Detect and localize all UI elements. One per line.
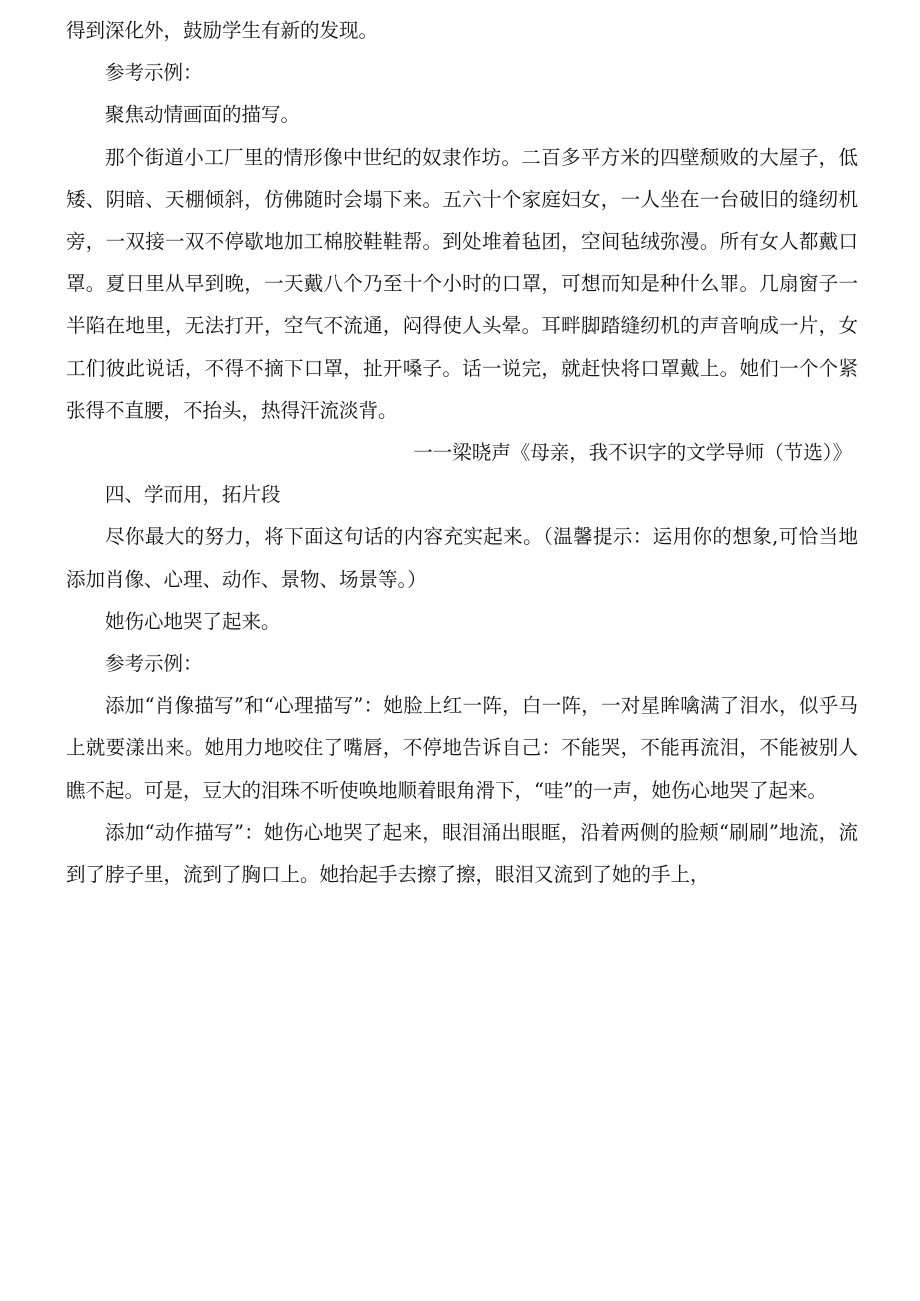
example-portrait-psychology: 添加“肖像描写”和“心理描写”：她脸上红一阵，白一阵，一对星眸噙满了泪水，似乎马上就要漾出来。她用力地咬住了嘴唇，不停地告诉自己：不能哭，不能再流泪，不能被别人瞧不起。可是，豆大的泪珠不听使唤地顺着眼角滑下，“哇”的一声，她伤心地哭了起来。 <box>66 694 858 802</box>
reference-example-label: 参考示例： <box>105 61 203 85</box>
focus-heading: 聚焦动情画面的描写。 <box>105 103 301 127</box>
excerpt-attribution: 一一梁晓声《母亲，我不识字的文学导师（节选）》 <box>413 441 852 465</box>
section-heading: 四、学而用，拓片段 <box>105 483 281 507</box>
task-instruction: 尽你最大的努力，将下面这句话的内容充实起来。（温馨提示：运用你的想象,可恰当地添加肖像、心理、动作、景物、场景等。） <box>66 525 858 591</box>
target-sentence: 她伤心地哭了起来。 <box>105 609 281 633</box>
paragraph-continuation: 得到深化外，鼓励学生有新的发现。 <box>66 19 379 42</box>
excerpt-paragraph: 那个街道小工厂里的情形像中世纪的奴隶作坊。二百多平方米的四壁颓败的大屋子，低矮、阴暗、天棚倾斜，仿佛随时会塌下来。五六十个家庭妇女，一人坐在一台破旧的缝纫机旁，一双接一双不停歇地加工棉胶鞋鞋帮。到处堆着毡团，空间毡绒弥漫。所有女人都戴口罩。夏日里从早到晚，一天戴八个乃至十个小时的口罩，可想而知是种什么罪。几扇窗子一半陷在地里，无法打开，空气不流通，闷得使人头晕。耳畔脚踏缝纫机的声音响成一片，女工们彼此说话，不得不摘下口罩，扯开嗓子。话一说完，就赶快将口罩戴上。她们一个个紧张得不直腰，不抬头，热得汗流淡背。 <box>66 145 858 422</box>
document-body <box>66 10 858 896</box>
example-action: 添加“动作描写”：她伤心地哭了起来，眼泪涌出眼眶，沿着两侧的脸颊“刷刷”地流，流到了脖子里，流到了胸口上。她抬起手去擦了擦，眼泪又流到了她的手上， <box>66 820 858 887</box>
reference-example-label: 参考示例： <box>105 652 203 676</box>
